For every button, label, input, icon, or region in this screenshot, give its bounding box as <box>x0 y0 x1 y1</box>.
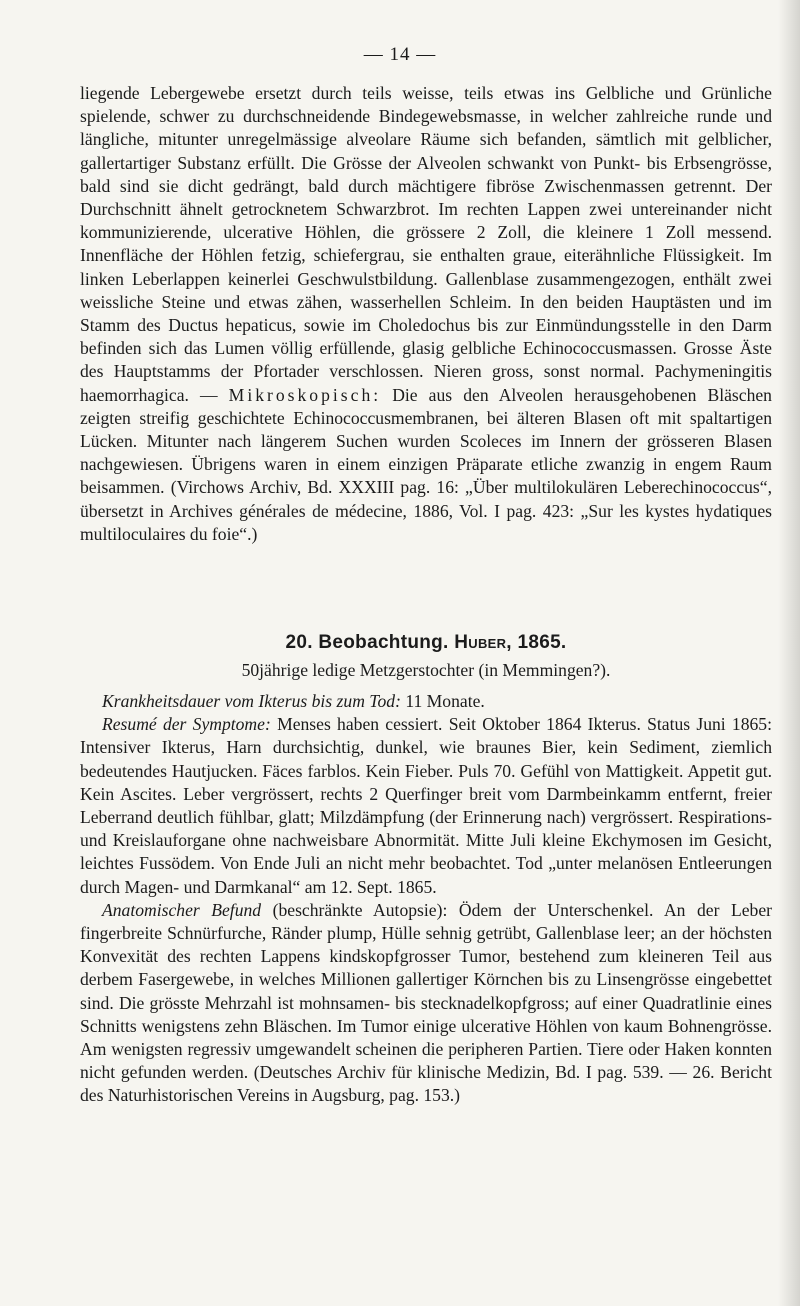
symptoms-paragraph <box>80 713 772 899</box>
observation-author: Huber, <box>454 632 512 653</box>
anatomy-paragraph <box>80 899 772 1108</box>
page-number: — 14 — <box>363 44 437 65</box>
paragraph-autopsy-findings <box>80 82 772 546</box>
symptoms-label: Resumé der Symptome: <box>102 714 271 735</box>
duration-line <box>80 690 772 713</box>
case-body <box>80 690 772 1108</box>
observation-year: 1865. <box>517 632 567 653</box>
patient-description: 50jährige ledige Metzgerstochter (in Memmingen?). <box>241 660 611 680</box>
mikroskopisch-label: Mikroskopisch: <box>228 384 382 405</box>
symptoms-text: Menses haben cessiert. Seit Oktober 1864 Ikterus. Status Juni 1865: Intensiver Ikterus, Harn durchsichtig, dunkel, wie braunes Bier, kein Sediment, ziemlich bedeutendes Hautjucken. Fäces farblos. Kein Fieber. Puls 70. Gefühl von Mattigkeit. Appetit gut. Kein Ascites. Leber vergrössert, rechts 2 Querfinger breit vom Darmbeinkamm entfernt, freier Leberrand deutlich fühlbar, glatt; Milzdämpfung (der Erinnerung nach) vergrössert. Respirations- und Kreislauforgane ohne nachweisbare Abnormität. Mitte Juli kleine Ekchymosen im Gesicht, leichtes Fussödem. Von Ende Juli an nicht mehr beobachtet. Tod „unter melanösen Entleerungen durch Magen- und Darmkanal“ am 12. Sept. 1865. <box>80 714 772 897</box>
page-edge-shadow <box>778 0 800 1306</box>
observation-number: 20. Beobachtung. <box>285 632 449 653</box>
anatomy-label: Anatomischer Befund <box>102 899 262 920</box>
observation-heading <box>80 632 772 654</box>
duration-value: 11 Monate. <box>405 691 485 711</box>
paragraph-text-continued: Die aus den Alveolen herausgehobenen Bläschen zeigten streifig geschichtete Echinococcusmembranen, bei älteren Blasen oft mit spaltartigen Lücken. Mitunter nach längerem Suchen wurden Scoleces im Innern der grösseren Blasen nachgewiesen. Übrigens waren in einem einzigen Präparate etliche zwanzig in engem Raum beisammen. (Virchows Archiv, Bd. XXXIII pag. 16: „Über multilokulären Leberechinococcus“, übersetzt in Archives générales de médecine, 1886, Vol. I pag. 423: „Sur les kystes hydatiques multiloculaires du foie“.) <box>80 384 772 544</box>
paragraph-text: liegende Lebergewebe ersetzt durch teils weisse, teils etwas ins Gelbliche und Grünliche spielende, schwer zu durchschneidende Bindegewebsmasse, in welcher zahlreiche runde und längliche, mitunter unregelmässige alveolare Räume sich befanden, sämtlich mit gelblicher, gallertartiger Substanz erfüllt. Die Grösse der Alveolen schwankt von Punkt- bis Erbsengrösse, bald sind sie dicht gedrängt, bald durch mächtigere fibröse Zwischenmassen getrennt. Der Durchschnitt ähnelt getrocknetem Schwarzbrot. Im rechten Lappen zwei untereinander nicht kommunizierende, ulcerative Höhlen, die grössere 2 Zoll, die kleinere 1 Zoll messend. Innenfläche der Höhlen fetzig, schiefergrau, sie enthalten graue, eiterähnliche Flüssigkeit. Im linken Leberlappen keinerlei Geschwulstbildung. Gallenblase zusammengezogen, enthält zwei weissliche Steine und etwas zähen, wasserhellen Schleim. In den beiden Hauptästen und im Stamm des Ductus hepaticus, sowie im Choledochus bis zur Einmündungsstelle in den Darm befinden sich das Lumen völlig erfüllende, glasig gelbliche Echinococcusmassen. Grosse Äste des Hauptstamms der Pfortader verschlossen. Nieren gross, sonst normal. Pachymeningitis haemorrhagica. — <box>80 83 772 405</box>
anatomy-text: (beschränkte Autopsie): Ödem der Unterschenkel. An der Leber fingerbreite Schnürfurche, Ränder plump, Hülle sehnig getrübt, Gallenblase leer; an der höchsten Konvexität des rechten Lappens kindskopfgrosser Tumor, bestehend zum kleineren Teil aus derbem Fasergewebe, in welches Millionen gallertiger Körnchen bis zu Linsengrösse eingebettet sind. Die grösste Mehrzahl ist mohnsamen- bis stecknadelkopfgross; auf einer Quadratlinie eines Schnitts wenigstens zehn Bläschen. Im Tumor einige ulcerative Höhlen von kaum Bohnengrösse. Am wenigsten regressiv umgewandelt scheinen die peripheren Partien. Tiere oder Haken konnten nicht gefunden werden. (Deutsches Archiv für klinische Medizin, Bd. I pag. 539. — 26. Bericht des Naturhistorischen Vereins in Augsburg, pag. 153.) <box>80 899 772 1106</box>
duration-label: Krankheitsdauer vom Ikterus bis zum Tod: <box>102 691 401 711</box>
